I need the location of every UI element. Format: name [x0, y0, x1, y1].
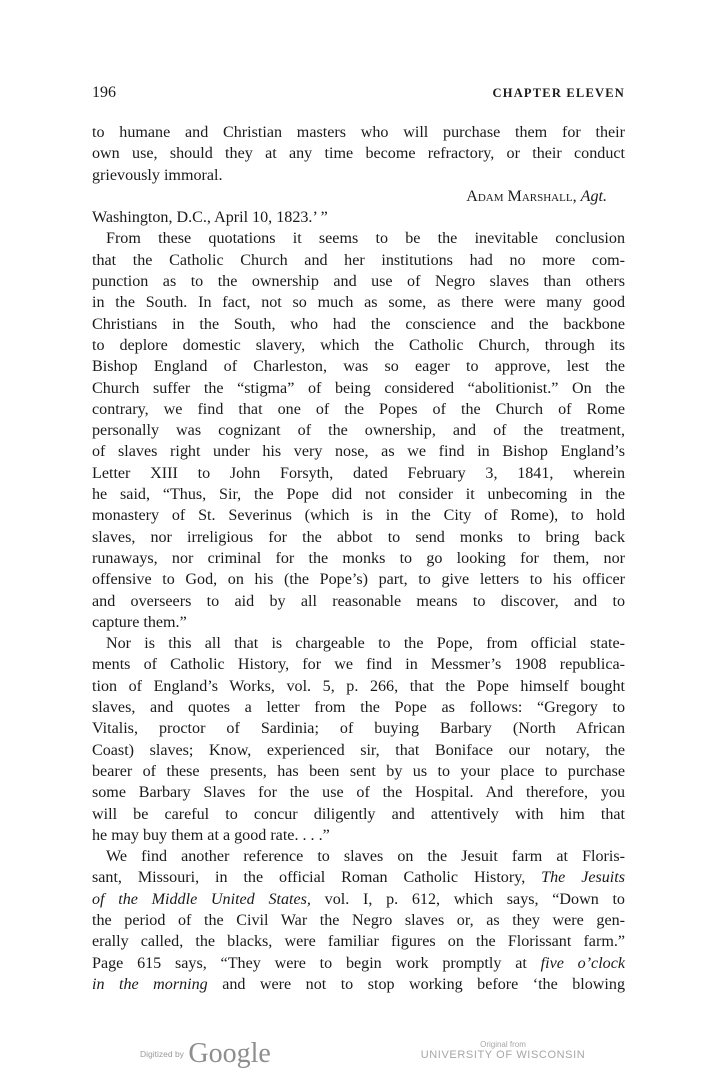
text-line: of slaves right under his very nose, as we find in Bishop England’s: [92, 443, 625, 461]
text-line: contrary, we find that one of the Popes of the Church of Rome: [92, 400, 625, 418]
text-line: slaves, and quotes a letter from the Pope as follows: “Gregory to: [92, 699, 625, 717]
text-line: ments of Catholic History, for we find in Messmer’s 1908 republica-: [92, 656, 625, 674]
text-line: [92, 889, 625, 910]
text-line: offensive to God, on his (the Pope’s) part, to give letters to his officer: [92, 571, 625, 589]
signature-name: Adam Marshall,: [466, 187, 577, 205]
text-line: runaways, nor criminal for the monks to go looking for them, nor: [92, 549, 625, 567]
text-line: capture them.”: [92, 613, 187, 631]
book-title-italic: The Jesuits: [541, 869, 626, 887]
text-line: tion of England’s Works, vol. 5, p. 266, that the Pope himself bought: [92, 677, 625, 695]
text-line: We find another reference to slaves on the Jesuit farm at Floris-: [106, 848, 625, 866]
text-line: [92, 974, 625, 995]
original-source-mark: [418, 1040, 588, 1061]
text-line: Church suffer the “stigma” of being considered “abolitionist.” On the: [92, 379, 625, 397]
text-line: he may buy them at a good rate. . . .”: [92, 826, 330, 844]
text-line: bearer of these presents, has been sent by us to your place to purchase: [92, 762, 625, 780]
text-line: slaves, nor irreligious for the abbot to send monks to bring back: [92, 528, 625, 546]
signature-suffix: Agt.: [580, 187, 607, 205]
body-text: [92, 122, 625, 995]
digitized-by-label: Digitized by: [140, 1049, 184, 1059]
chapter-heading: CHAPTER ELEVEN: [492, 86, 625, 100]
text-line: monastery of St. Severinus (which is in the City of Rome), to hold: [92, 507, 625, 525]
text-line: [92, 953, 625, 974]
text-line: he said, “Thus, Sir, the Pope did not consider it unbecoming in the: [92, 486, 625, 504]
text-line: Letter XIII to John Forsyth, dated February 3, 1841, wherein: [92, 464, 625, 482]
text-line: punction as to the ownership and use of Negro slaves than others: [92, 273, 625, 291]
signature-line: [92, 186, 625, 207]
text-line: some Barbary Slaves for the use of the Hospital. And therefore, you: [92, 784, 625, 802]
google-logo: Google: [188, 1038, 271, 1069]
text-line: Vitalis, proctor of Sardinia; of buying Barbary (North African: [92, 720, 625, 738]
text-fragment: sant, Missouri, in the official Roman Catholic History,: [92, 869, 526, 887]
text-line: the period of the Civil War the Negro slaves or, as they were gen-: [92, 911, 625, 929]
text-line: From these quotations it seems to be the inevitable conclusion: [106, 230, 625, 248]
university-label: UNIVERSITY OF WISCONSIN: [420, 1049, 586, 1061]
book-title-italic: of the Middle United States,: [92, 890, 311, 908]
page-header: [92, 84, 625, 104]
emphasis-italic: five o’clock: [540, 954, 626, 972]
text-line: and overseers to aid by all reasonable means to discover, and to: [92, 592, 625, 610]
text-line: Nor is this all that is chargeable to the Pope, from official state-: [106, 635, 625, 653]
text-line: grievously immoral.: [92, 166, 223, 184]
text-fragment: and were not to stop working before ‘the blowing: [222, 975, 625, 993]
text-fragment: vol. I, p. 612, which says, “Down to: [324, 890, 625, 908]
emphasis-italic: in the morning: [92, 975, 208, 993]
text-line: erally called, the blacks, were familiar figures on the Florissant farm.”: [92, 933, 625, 951]
text-line: to humane and Christian masters who will purchase them for their: [92, 124, 625, 141]
text-line: will be careful to concur diligently and attentively with him that: [92, 805, 625, 823]
text-line: that the Catholic Church and her institutions had no more com-: [92, 251, 625, 269]
digitized-by-google-mark: [140, 1038, 271, 1072]
text-line: Bishop England of Charleston, was so eager to approve, lest the: [92, 358, 625, 376]
page-number: 196: [92, 84, 116, 101]
text-line: Coast) slaves; Know, experienced sir, that Boniface our notary, the: [92, 741, 625, 759]
text-line: in the South. In fact, not so much as some, as there were many good: [92, 294, 625, 312]
text-line: personally was cognizant of the ownership, and of the treatment,: [92, 422, 625, 440]
dateline: Washington, D.C., April 10, 1823.’ ”: [92, 209, 328, 227]
text-line: to deplore domestic slavery, which the Catholic Church, through its: [92, 336, 625, 354]
text-line: own use, should they at any time become refractory, or their conduct: [92, 145, 625, 163]
text-line: [92, 867, 625, 888]
text-fragment: Page 615 says, “They were to begin work promptly at: [92, 954, 527, 972]
original-from-label: Original from: [480, 1040, 526, 1049]
text-line: Christians in the South, who had the conscience and the backbone: [92, 315, 625, 333]
